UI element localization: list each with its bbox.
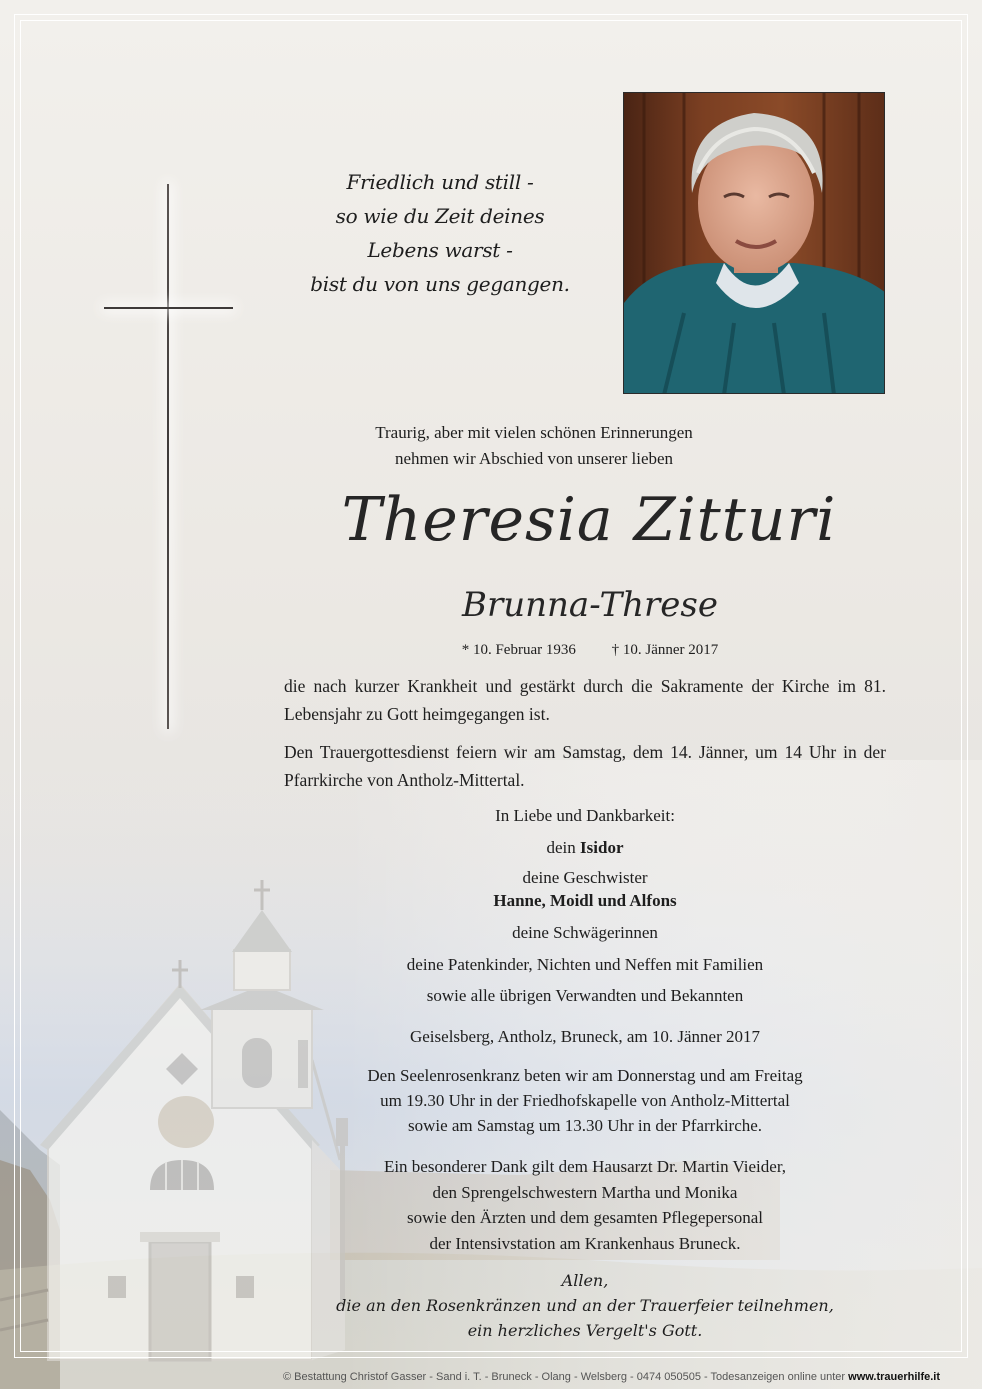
funeral-paragraph: Den Trauergottesdienst feiern wir am Samstag, dem 14. Jänner, um 14 Uhr in der Pfarrkirche von Antholz-Mittertal. [284,742,886,790]
place-date: Geiselsberg, Antholz, Bruneck, am 10. Jänner 2017 [409,1027,760,1046]
thanks-line: sowie den Ärzten und dem gesamten Pflegepersonal [407,1208,763,1227]
mourners-heading: In Liebe und Dankbarkeit: [495,806,675,825]
birth-date: * 10. Februar 1936 [461,642,576,658]
deceased-name: Theresia Zitturi [341,485,837,555]
closing-thanks [284,1268,886,1343]
rosary-line: sowie am Samstag um 13.30 Uhr in der Pfarrkirche. [407,1116,763,1135]
portrait-photo [623,92,885,394]
mourner-line: deine Schwägerinnen [512,923,658,942]
intro-line: Traurig, aber mit vielen schönen Erinnerungen [375,423,693,442]
intro-line: nehmen wir Abschied von unserer lieben [394,449,674,468]
mourner-line [284,838,886,858]
closing-line: Allen, [561,1271,609,1290]
mourner-name: Isidor [580,838,624,857]
footer-copyright: © Bestattung Christof Gasser - Sand i. T. - Bruneck - Olang - Welsberg - 0474 050505 - Todesanzeigen online unter [283,1371,849,1383]
poem [310,165,570,301]
death-date: † 10. Jänner 2017 [611,642,719,658]
footer-text [283,1371,940,1383]
poem-line: so wie du Zeit deines [335,204,545,228]
passing-paragraph: die nach kurzer Krankheit und gestärkt durch die Sakramente der Kirche im 81. Lebensjahr zu Gott heimgegangen ist. [284,676,886,724]
closing-line: die an den Rosenkränzen und an der Trauerfeier teilnehmen, [336,1296,834,1315]
poem-line: Friedlich und still - [346,170,534,194]
rosary-line: um 19.30 Uhr in der Friedhofskapelle von Antholz-Mittertal [380,1091,790,1110]
thanks-line: Ein besonderer Dank gilt dem Hausarzt Dr. Martin Vieider, [383,1157,787,1176]
cross-icon-crossbar [104,307,233,309]
mourner-line: deine Geschwister [522,868,648,887]
intro-text [300,420,768,472]
footer-link[interactable]: www.trauerhilfe.it [848,1371,941,1383]
footer [0,1367,982,1389]
mourner-names-bold: Hanne, Moidl und Alfons [493,891,677,910]
mourner-prefix: dein [546,838,581,857]
cross-icon [167,184,169,729]
mourner-names [284,891,886,911]
thanks-line: den Sprengelschwestern Martha und Monika [432,1183,738,1202]
mourner-line: sowie alle übrigen Verwandten und Bekannten [426,986,744,1005]
deceased-nickname: Brunna-Threse [462,585,718,625]
poem-line: Lebens warst - [367,238,513,262]
rosary-line: Den Seelenrosenkranz beten wir am Donnerstag und am Freitag [367,1066,803,1085]
poem-line: bist du von uns gegangen. [310,272,570,296]
life-dates [380,640,800,660]
thanks-line: der Intensivstation am Krankenhaus Bruneck. [429,1234,741,1253]
closing-line: ein herzliches Vergelt's Gott. [467,1321,703,1340]
mourner-line: deine Patenkinder, Nichten und Neffen mit Familien [406,955,764,974]
